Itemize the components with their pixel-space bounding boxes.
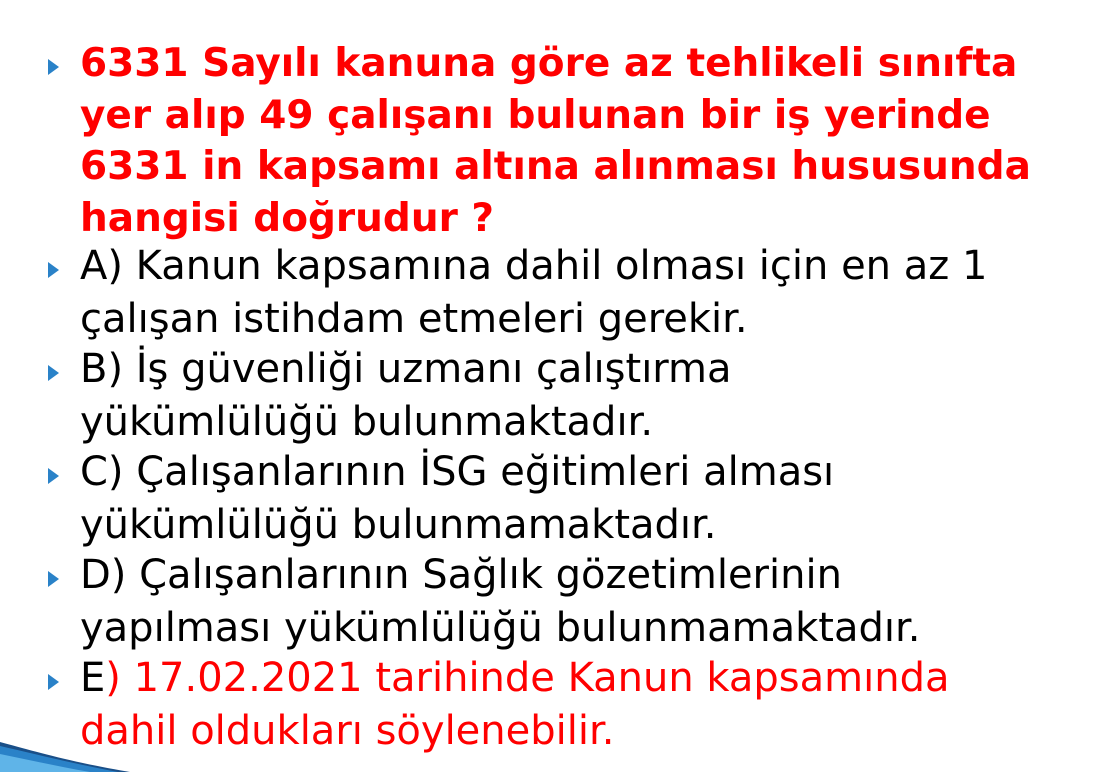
question-line: 6331 in kapsamı altına alınması hususunda [80,144,1031,189]
option-line: yapılması yükümlülüğü bulunmamaktadır. [80,604,921,651]
question-line: 6331 Sayılı kanuna göre az tehlikeli sınıfta [80,41,1018,86]
option-e-highlight: ) 17.02.2021 tarihinde Kanun kapsamında [105,655,950,701]
bullet-arrow-icon [48,365,59,381]
option-line: D) Çalışanlarının Sağlık gözetimlerinin [80,552,842,598]
bullet-arrow-icon [48,262,59,278]
option-b-text [80,343,1100,448]
option-c-text [80,446,1100,551]
option-line: A) Kanun kapsamına dahil olması için en az 1 [80,243,988,289]
option-a-text [80,240,1100,345]
option-line: çalışan istihdam etmeleri gerekir. [80,295,748,342]
option-line: yükümlülüğü bulunmaktadır. [80,398,654,445]
bullet-arrow-icon [48,468,59,484]
corner-swoosh-decoration [0,732,130,772]
question-line: yer alıp 49 çalışanı bulunan bir iş yerinde [80,92,991,138]
bullet-arrow-icon [48,674,59,690]
option-d-text [80,549,1100,654]
question-text [80,38,1100,244]
bullet-arrow-icon [48,59,59,75]
option-line: yükümlülüğü bulunmamaktadır. [80,501,717,548]
option-line: C) Çalışanlarının İSG eğitimleri alması [80,449,835,495]
option-line: B) İş güvenliği uzmanı çalıştırma [80,346,732,392]
option-e-text [80,652,1100,757]
option-line [80,652,1100,705]
option-line: dahil oldukları söylenebilir. [80,707,615,754]
bullet-arrow-icon [48,571,59,587]
option-e-prefix: E [80,655,106,701]
question-line: hangisi doğrudur ? [80,195,495,241]
